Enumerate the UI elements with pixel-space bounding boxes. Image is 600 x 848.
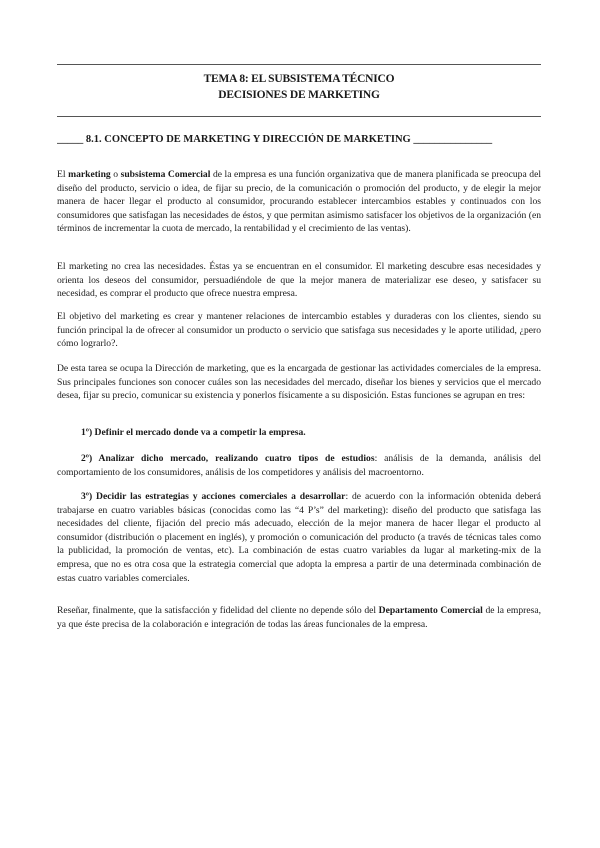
p1-text-1: El	[57, 169, 69, 180]
p1-bold-subsistema: subsistema Comercial	[120, 169, 211, 180]
paragraph-3: El objetivo del marketing es crear y mantener relaciones de intercambio estables y duraderas con los clientes, siendo su función principal la de ofrecer al consumidor un producto o servicio que satisfaga sus necesidades y le aporte utilidad, ¿pero cómo lograrlo?.	[57, 311, 541, 350]
title-line-1: TEMA 8: EL SUBSISTEMA TÉCNICO	[203, 73, 395, 85]
p1-bold-marketing: marketing	[68, 169, 111, 180]
title-bottom-rule	[57, 116, 541, 117]
p1-text-2: o	[110, 169, 121, 180]
paragraph-6	[57, 452, 541, 479]
p6-text: : análisis de la demanda, análisis del comportamiento de los consumidores, análisis de los competidores y análisis del macroentorno.	[57, 453, 541, 478]
section-heading-leader: _____	[57, 134, 84, 145]
p8-text-2: de la empresa, ya que éste precisa de la colaboración e integración de todas las áreas funcionales de la empresa.	[57, 605, 541, 630]
p5-bold: 1º) Definir el mercado donde va a competir la empresa.	[81, 427, 306, 438]
paragraph-4: De esta tarea se ocupa la Dirección de marketing, que es la encargada de gestionar las actividades comerciales de la empresa. Sus principales funciones son conocer cuáles son las necesidades del mercado, diseñar los bienes y servicios que el mercado desea, fijar su precio, comunicar su existencia y ponerlos físicamente a su disposición. Estas funciones se agrupan en tres:	[57, 363, 541, 402]
p7-bold: 3º) Decidir las estrategias y acciones comerciales a desarrollar	[81, 491, 346, 502]
p8-text-1: Reseñar, finalmente, que la satisfacción y fidelidad del cliente no depende sólo del	[57, 605, 379, 616]
paragraph-5	[57, 426, 541, 440]
section-heading	[57, 133, 541, 147]
paragraph-7	[57, 490, 541, 585]
p8-bold: Departamento Comercial	[378, 605, 483, 616]
section-heading-text: 8.1. CONCEPTO DE MARKETING Y DIRECCIÓN DE MARKETING	[83, 134, 414, 145]
paragraph-8	[57, 604, 541, 631]
top-rule	[57, 64, 541, 65]
section-heading-trailer: _______________	[413, 134, 493, 145]
title-line-2: DECISIONES DE MARKETING	[218, 89, 380, 101]
paragraph-1	[57, 168, 541, 236]
title-block	[57, 71, 541, 103]
paragraph-2: El marketing no crea las necesidades. Éstas ya se encuentran en el consumidor. El marketing descubre esas necesidades y orienta los deseos del consumidor, persuadiéndole de que la mejor manera de materializar ese deseo, y satisfacer su necesidad, es comprar el producto que ofrece nuestra empresa.	[57, 261, 541, 300]
p1-text-3: de la empresa es una función organizativa que de manera planificada se preocupa del diseño del producto, servicio o idea, de fijar su precio, de la comunicación o promoción del producto, y de elegir la mejor manera de hacer llegar el producto al consumidor, procurando establecer intercambios estables y continuados con los consumidores que satisfagan las necesidades de éstos, y que permitan asimismo satisfacer los objetivos de la organización (en términos de incrementar la cuota de mercado, la rentabilidad y el crecimiento de las ventas).	[57, 169, 541, 235]
p6-bold: 2º) Analizar dicho mercado, realizando cuatro tipos de estudios	[81, 453, 375, 464]
p7-text: : de acuerdo con la información obtenida deberá trabajarse en cuatro variables básicas (conocidas como las “4 P’s” del marketing): diseño del producto que satisfaga las necesidades del cliente, fijación del precio más adecuado, elección de la mejor manera de hacer llegar el producto al consumidor (distribución o placement en inglés), y promoción o comunicación del producto (a través de técnicas tales como la publicidad, la promoción de ventas, etc). La combinación de estas cuatro variables da lugar al marketing-mix de la empresa, que no es otra cosa que la estrategia comercial que adopta la empresa a partir de una determinada combinación de estas cuatro variables comerciales.	[57, 491, 541, 584]
